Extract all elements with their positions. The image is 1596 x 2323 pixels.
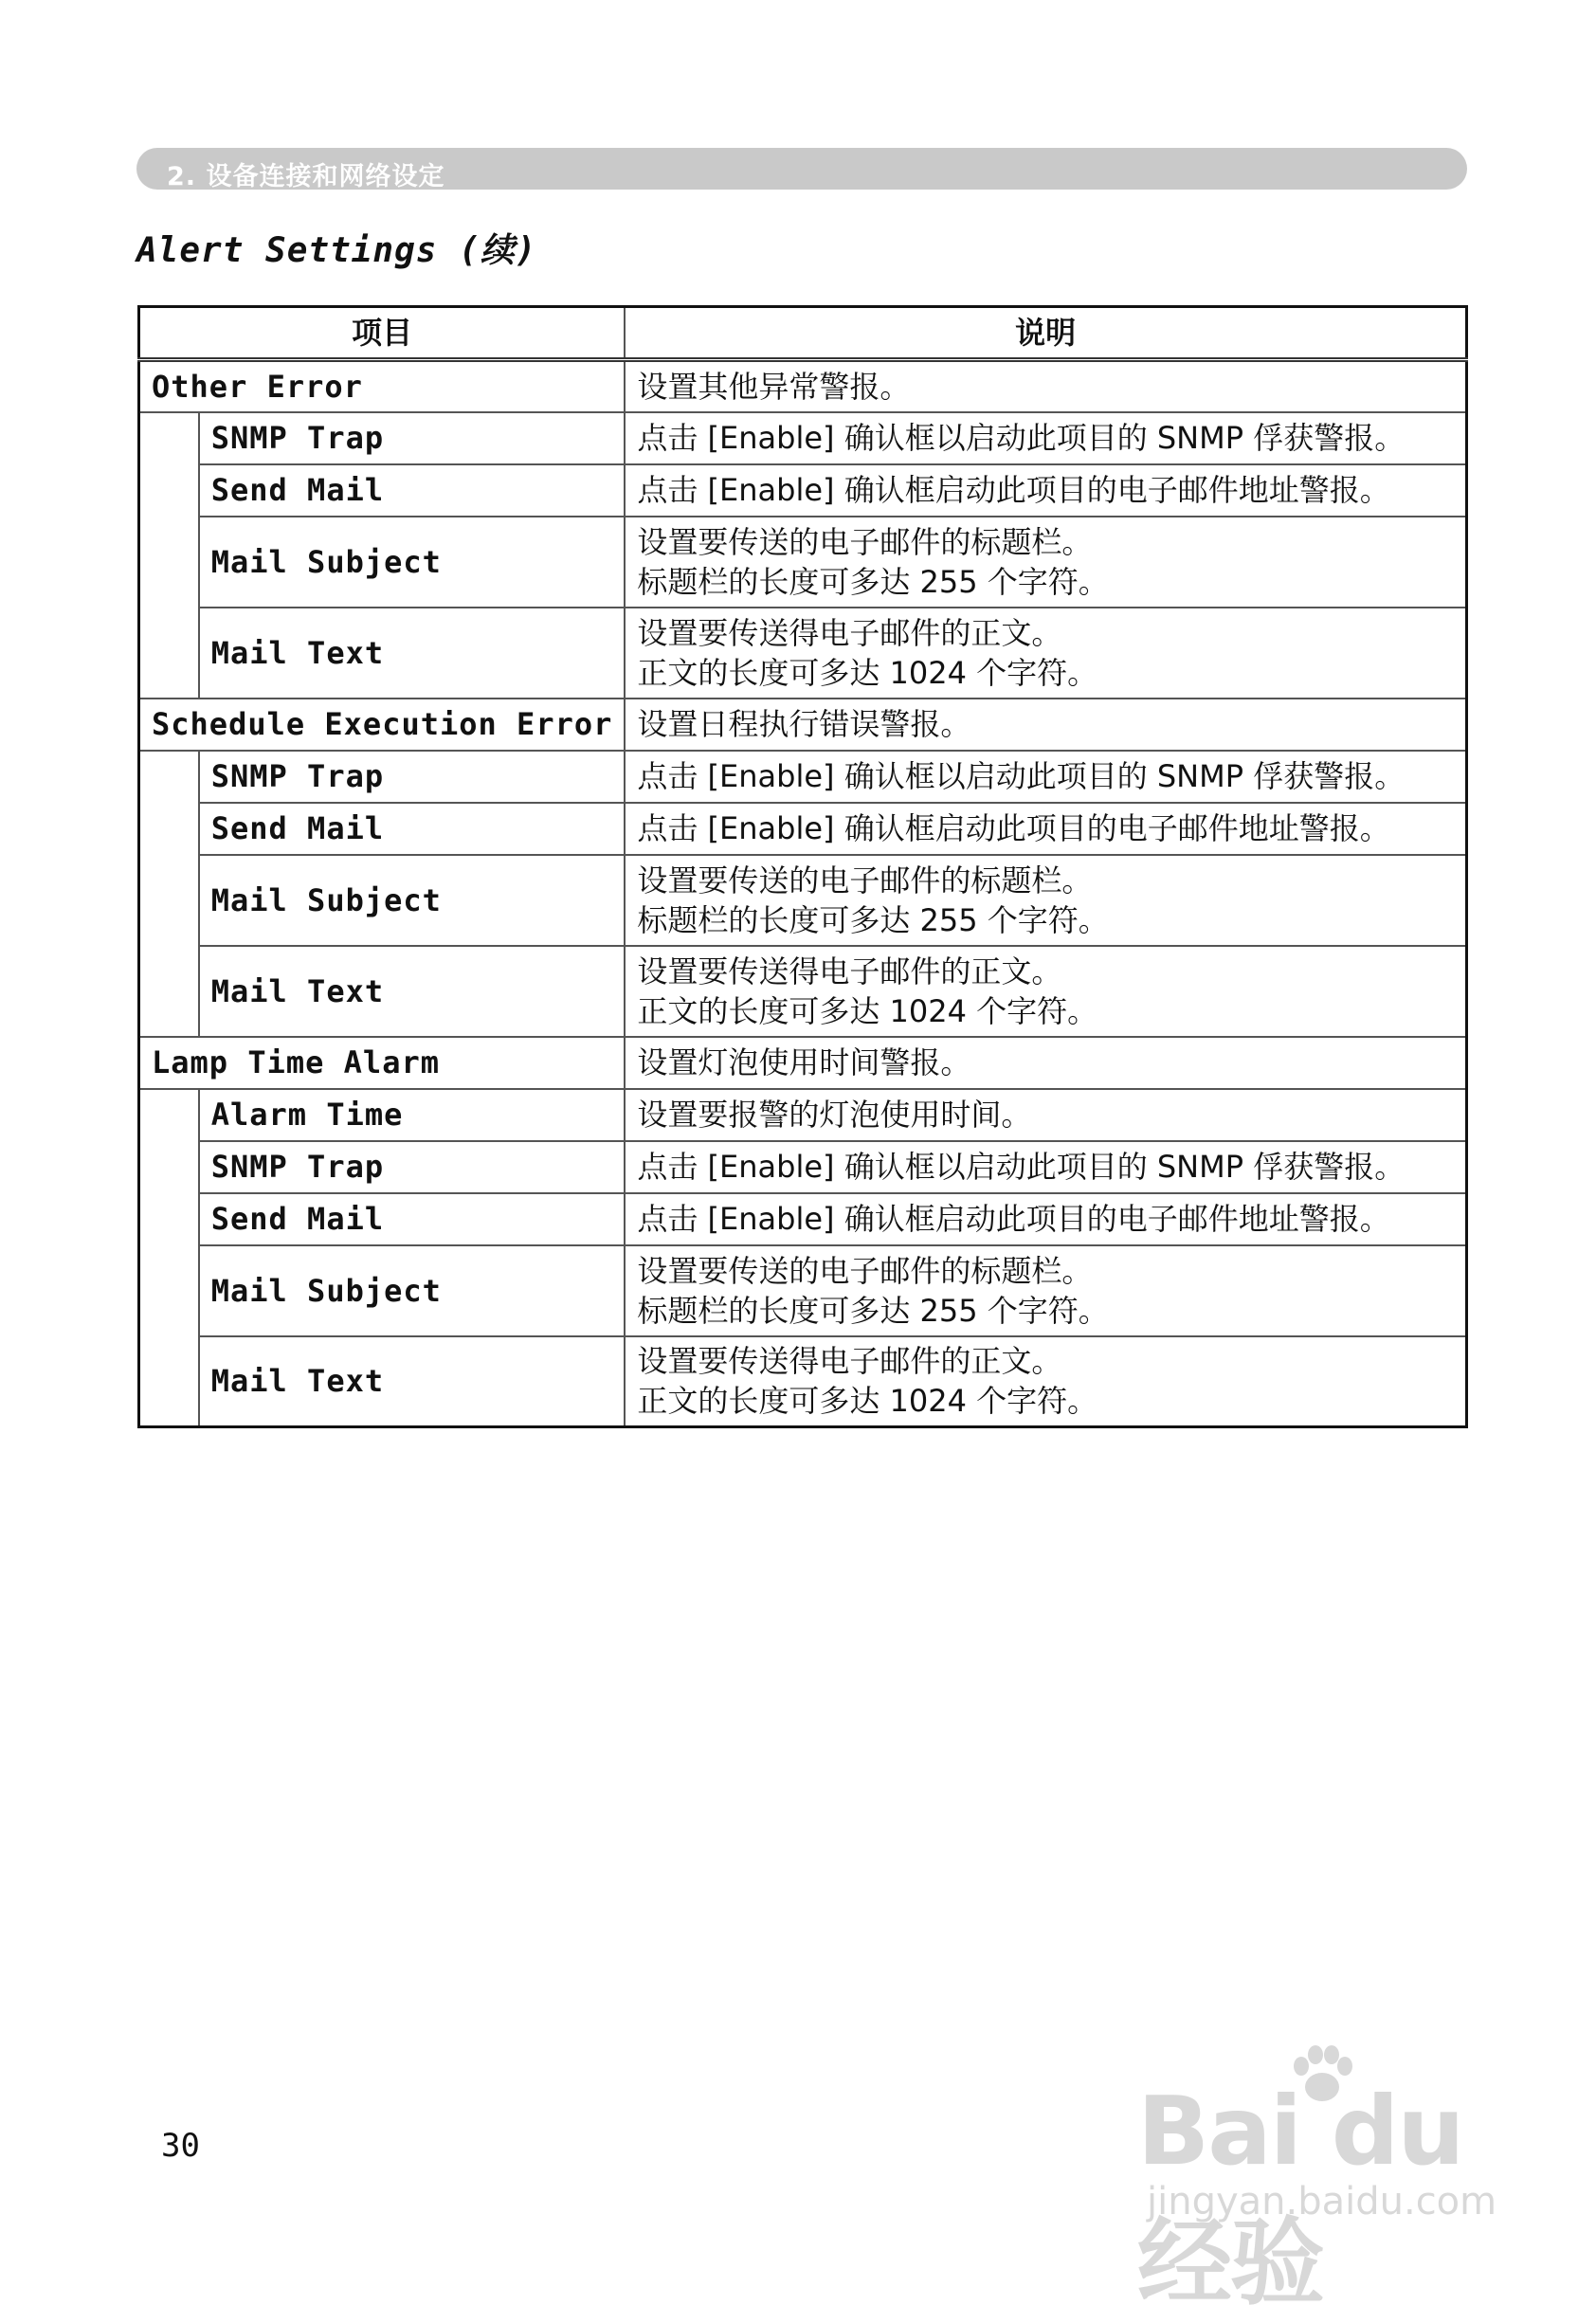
indent-cell bbox=[139, 412, 199, 699]
item-description bbox=[625, 1141, 1466, 1193]
group-name: Lamp Time Alarm bbox=[139, 1037, 626, 1089]
description-line: 设置要传送的电子邮件的标题栏。 bbox=[637, 1252, 1093, 1289]
item-name: Mail Subject bbox=[199, 517, 626, 608]
watermark-brand: Bai du 经验 bbox=[1137, 2076, 1463, 2318]
description-line: 设置要传送得电子邮件的正文。 bbox=[637, 953, 1062, 989]
item-name: Send Mail bbox=[199, 803, 626, 855]
item-name: Send Mail bbox=[199, 1193, 626, 1245]
item-row bbox=[139, 1089, 1467, 1141]
group-description: 设置其他异常警报。 bbox=[625, 360, 1466, 412]
item-row bbox=[139, 946, 1467, 1037]
item-row bbox=[139, 1193, 1467, 1245]
item-description bbox=[625, 751, 1466, 803]
item-description bbox=[625, 464, 1466, 517]
column-header-description: 说明 bbox=[625, 307, 1466, 360]
description-line: 设置要传送得电子邮件的正文。 bbox=[637, 1343, 1062, 1380]
chapter-title: 2. 设备连接和网络设定 bbox=[167, 162, 445, 191]
column-header-item: 项目 bbox=[139, 307, 626, 360]
description-line: 点击 [Enable] 确认框启动此项目的电子邮件地址警报。 bbox=[637, 810, 1390, 846]
description-line: 标题栏的长度可多达 255 个字符。 bbox=[637, 1292, 1109, 1329]
description-line: 点击 [Enable] 确认框启动此项目的电子邮件地址警报。 bbox=[637, 472, 1390, 508]
indent-cell bbox=[139, 1089, 199, 1427]
item-description bbox=[625, 855, 1466, 946]
description-line: 点击 [Enable] 确认框以启动此项目的 SNMP 俘获警报。 bbox=[637, 1149, 1406, 1185]
item-description bbox=[625, 517, 1466, 608]
alert-settings-table bbox=[137, 305, 1468, 1428]
description-line: 正文的长度可多达 1024 个字符。 bbox=[637, 654, 1098, 691]
group-description: 设置日程执行错误警报。 bbox=[625, 699, 1466, 751]
item-name: SNMP Trap bbox=[199, 1141, 626, 1193]
item-name: SNMP Trap bbox=[199, 412, 626, 464]
description-line: 点击 [Enable] 确认框以启动此项目的 SNMP 俘获警报。 bbox=[637, 420, 1406, 456]
item-name: Mail Text bbox=[199, 1336, 626, 1427]
item-name: Mail Subject bbox=[199, 1245, 626, 1336]
description-line: 设置要报警的灯泡使用时间。 bbox=[637, 1097, 1032, 1133]
description-line: 点击 [Enable] 确认框启动此项目的电子邮件地址警报。 bbox=[637, 1201, 1390, 1237]
watermark-url: jingyan.baidu.com bbox=[1147, 2180, 1497, 2223]
item-row bbox=[139, 412, 1467, 464]
item-row bbox=[139, 1141, 1467, 1193]
item-name: Mail Text bbox=[199, 608, 626, 699]
item-description bbox=[625, 608, 1466, 699]
group-row bbox=[139, 360, 1467, 412]
description-line: 设置要传送得电子邮件的正文。 bbox=[637, 614, 1062, 651]
description-line: 标题栏的长度可多达 255 个字符。 bbox=[637, 901, 1109, 938]
item-description bbox=[625, 1245, 1466, 1336]
item-name: Mail Subject bbox=[199, 855, 626, 946]
page-number: 30 bbox=[161, 2127, 200, 2165]
description-line: 正文的长度可多达 1024 个字符。 bbox=[637, 992, 1098, 1029]
item-row bbox=[139, 608, 1467, 699]
item-row bbox=[139, 803, 1467, 855]
section-title: Alert Settings (续) bbox=[136, 231, 537, 270]
watermark bbox=[1137, 2038, 1535, 2318]
description-line: 正文的长度可多达 1024 个字符。 bbox=[637, 1383, 1098, 1420]
description-line: 标题栏的长度可多达 255 个字符。 bbox=[637, 563, 1109, 600]
item-name: Alarm Time bbox=[199, 1089, 626, 1141]
chapter-header-bar bbox=[136, 148, 1467, 190]
item-description bbox=[625, 1089, 1466, 1141]
group-name: Other Error bbox=[139, 360, 626, 412]
item-description bbox=[625, 1336, 1466, 1427]
item-row bbox=[139, 1245, 1467, 1336]
group-description: 设置灯泡使用时间警报。 bbox=[625, 1037, 1466, 1089]
item-description bbox=[625, 412, 1466, 464]
group-row bbox=[139, 1037, 1467, 1089]
item-description bbox=[625, 946, 1466, 1037]
group-row bbox=[139, 699, 1467, 751]
item-description bbox=[625, 1193, 1466, 1245]
item-row bbox=[139, 464, 1467, 517]
description-line: 点击 [Enable] 确认框以启动此项目的 SNMP 俘获警报。 bbox=[637, 758, 1406, 794]
indent-cell bbox=[139, 751, 199, 1037]
item-row bbox=[139, 517, 1467, 608]
item-row bbox=[139, 751, 1467, 803]
item-row bbox=[139, 855, 1467, 946]
description-line: 设置要传送的电子邮件的标题栏。 bbox=[637, 862, 1093, 898]
item-row bbox=[139, 1336, 1467, 1427]
item-name: SNMP Trap bbox=[199, 751, 626, 803]
item-description bbox=[625, 803, 1466, 855]
item-name: Mail Text bbox=[199, 946, 626, 1037]
description-line: 设置要传送的电子邮件的标题栏。 bbox=[637, 523, 1093, 560]
item-name: Send Mail bbox=[199, 464, 626, 517]
group-name: Schedule Execution Error bbox=[139, 699, 626, 751]
